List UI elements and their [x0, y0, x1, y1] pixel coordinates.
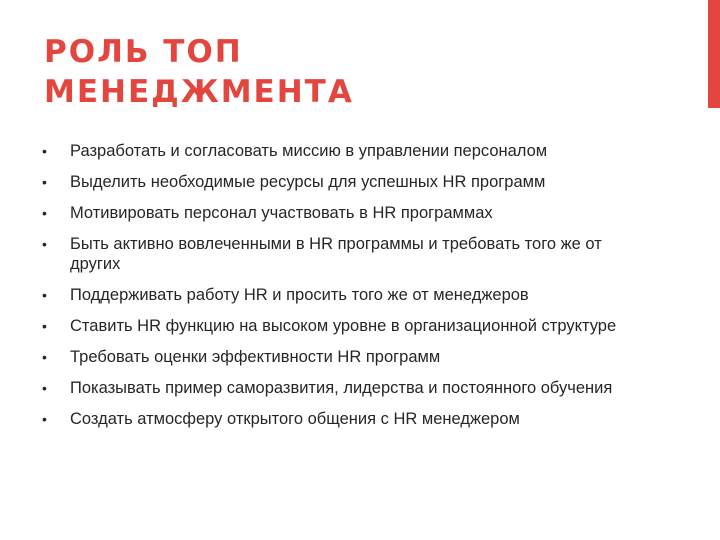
- bullet-text: Показывать пример саморазвития, лидерства и постоянного обучения: [70, 379, 613, 397]
- bullet-dot-icon: •: [42, 349, 47, 365]
- bullet-text: Поддерживать работу HR и просить того же от менеджеров: [70, 286, 529, 304]
- bullet-dot-icon: •: [42, 287, 47, 303]
- bullet-text: Требовать оценки эффективности HR программ: [70, 348, 441, 366]
- bullet-list: [40, 141, 640, 440]
- bullet-item: [40, 234, 640, 274]
- slide-title: [44, 32, 354, 112]
- bullet-dot-icon: •: [42, 143, 47, 159]
- bullet-text: Выделить необходимые ресурсы для успешных HR программ: [70, 173, 546, 191]
- bullet-item: [40, 409, 640, 429]
- accent-bar: [708, 0, 720, 108]
- bullet-text: Мотивировать персонал участвовать в HR программах: [70, 204, 493, 222]
- bullet-dot-icon: •: [42, 174, 47, 190]
- bullet-item: [40, 347, 640, 367]
- bullet-dot-icon: •: [42, 318, 47, 334]
- bullet-item: [40, 285, 640, 305]
- bullet-dot-icon: •: [42, 411, 47, 427]
- bullet-item: [40, 316, 640, 336]
- title-line-1: РОЛЬ ТОП: [44, 34, 243, 70]
- bullet-dot-icon: •: [42, 205, 47, 221]
- bullet-dot-icon: •: [42, 236, 47, 252]
- bullet-text: Создать атмосферу открытого общения с HR менеджером: [70, 410, 520, 428]
- bullet-dot-icon: •: [42, 380, 47, 396]
- bullet-text: Разработать и согласовать миссию в управлении персоналом: [70, 142, 548, 160]
- bullet-item: [40, 378, 640, 398]
- bullet-item: [40, 172, 640, 192]
- bullet-text: Ставить HR функцию на высоком уровне в организационной структуре: [70, 317, 617, 335]
- bullet-item: [40, 203, 640, 223]
- bullet-text: Быть активно вовлеченными в HR программы и требовать того же от других: [70, 235, 602, 273]
- bullet-item: [40, 141, 640, 161]
- title-line-2: МЕНЕДЖМЕНТА: [44, 74, 354, 110]
